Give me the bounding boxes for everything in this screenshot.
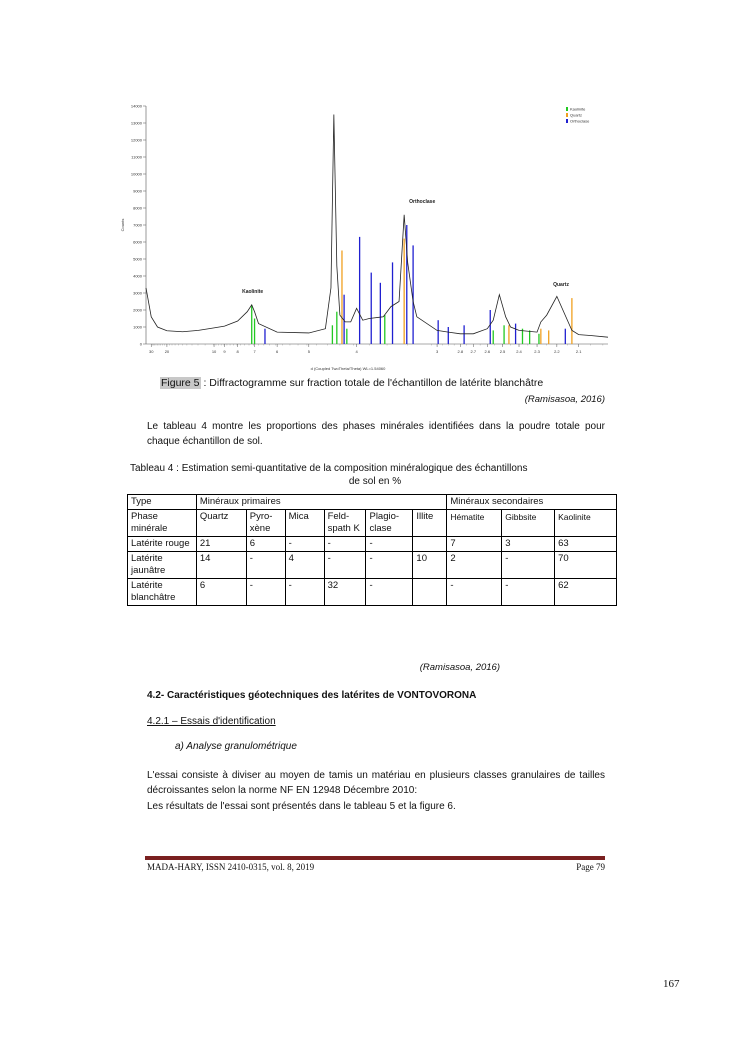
cell: -: [285, 537, 324, 552]
x-tick-label: 6: [276, 349, 279, 354]
cell: 2: [447, 552, 502, 579]
cell: -: [366, 552, 413, 579]
cell: 70: [555, 552, 617, 579]
cell: -: [447, 579, 502, 606]
item-heading: a) Analyse granulométrique: [175, 741, 297, 752]
section-heading: 4.2- Caractéristiques géotechniques des latérites de VONTOVORONA: [147, 690, 477, 701]
x-tick-label: 30: [149, 349, 154, 354]
footer-rule: [145, 856, 605, 860]
cell: 6: [196, 579, 246, 606]
row-name: Latérite jaunâtre: [128, 552, 197, 579]
y-tick-label: 5000: [133, 256, 142, 262]
footer-journal: MADA-HARY, ISSN 2410-0315, vol. 8, 2019: [147, 862, 315, 872]
y-tick-label: 7000: [133, 222, 142, 228]
cell: -: [324, 552, 366, 579]
x-tick-label: 7: [253, 349, 256, 354]
table-row: [128, 537, 617, 552]
cell: 63: [555, 537, 617, 552]
chart-legend: [566, 107, 590, 124]
paragraph-method: L'essai consiste à diviser au moyen de tamis un matériau en plusieurs classes granulaires de tailles décroissantes selon la norme NF EN 12948 Décembre 2010:: [147, 770, 605, 796]
peak-annotation: Kaolinite: [242, 289, 264, 295]
cell: -: [246, 552, 285, 579]
y-tick-label: 0: [139, 341, 142, 347]
cell: -: [502, 579, 555, 606]
footer-page: Page 79: [576, 862, 605, 872]
x-tick-label: 3: [435, 349, 439, 354]
col-header: Kaolinite: [555, 510, 617, 537]
x-tick-label: 8: [236, 349, 239, 354]
y-tick-label: 12000: [130, 137, 142, 143]
chart-pattern: [146, 112, 608, 338]
y-tick-label: 1000: [133, 324, 142, 330]
y-axis-label: Counts: [120, 218, 125, 232]
cell: 62: [555, 579, 617, 606]
primary-header: Minéraux primaires: [196, 495, 446, 510]
cell: 6: [246, 537, 285, 552]
phase-header: Phase minérale: [128, 510, 197, 537]
x-axis-label: d (Coupled TwoTheta/Theta) WL=1.54060: [310, 366, 386, 371]
cell: -: [502, 552, 555, 579]
figure-label: Figure 5: [161, 377, 200, 389]
cell: -: [366, 579, 413, 606]
x-tick-label: 2.5: [499, 349, 506, 354]
x-tick-label: 2.2: [554, 349, 560, 354]
cell: [413, 579, 447, 606]
col-header: Illite: [413, 510, 447, 537]
cell: 7: [447, 537, 502, 552]
col-header: Plagio-clase: [366, 510, 413, 537]
x-tick-label: 2.8: [457, 349, 464, 354]
x-tick-label: 4: [355, 349, 358, 354]
legend-swatch: [566, 119, 568, 123]
table-header-row: [128, 495, 617, 510]
x-tick-label: 10: [211, 349, 217, 354]
x-tick-label: 2.4: [516, 349, 522, 354]
paragraph-results: Les résultats de l'essai sont présentés dans le tableau 5 et la figure 6.: [147, 801, 456, 812]
row-name: Latérite rouge: [128, 537, 197, 552]
y-tick-label: 10000: [130, 171, 142, 177]
table-caption: [130, 462, 620, 488]
xrd-diffractogram: [118, 98, 618, 376]
col-header: Hématite: [447, 510, 502, 537]
cell: -: [285, 579, 324, 606]
x-tick-label: 9: [223, 349, 226, 354]
y-tick-label: 6000: [133, 239, 142, 245]
chart-phase-sticks: [252, 225, 572, 344]
cell: -: [366, 537, 413, 552]
col-header: Feld-spath K: [324, 510, 366, 537]
cell: 10: [413, 552, 447, 579]
legend-swatch: [566, 107, 568, 111]
col-header: Mica: [285, 510, 324, 537]
x-tick-label: 2.1: [575, 349, 582, 354]
x-tick-label: 2.3: [534, 349, 540, 354]
cell: 21: [196, 537, 246, 552]
col-header: Quartz: [196, 510, 246, 537]
chart-axes: [143, 106, 608, 347]
y-tick-label: 3000: [133, 290, 142, 296]
table-credit: (Ramisasoa, 2016): [419, 662, 500, 673]
legend-label: Orthoclase: [570, 118, 590, 124]
figure-caption-text: : Diffractogramme sur fraction totale de l'échantillon de latérite blanchâtre: [200, 377, 544, 389]
cell: 32: [324, 579, 366, 606]
x-tick-label: 2.6: [484, 349, 491, 354]
x-tick-label: 5: [307, 349, 310, 354]
legend-label: Quartz: [570, 112, 583, 118]
type-header: Type: [128, 495, 197, 510]
y-tick-label: 8000: [133, 205, 142, 211]
peak-annotation: Orthoclase: [409, 198, 436, 205]
cell: 3: [502, 537, 555, 552]
figure-credit: (Ramisasoa, 2016): [524, 394, 605, 405]
secondary-header: Minéraux secondaires: [447, 495, 617, 510]
table-row: [128, 579, 617, 606]
y-tick-label: 13000: [130, 120, 142, 126]
y-tick-label: 11000: [131, 154, 142, 160]
subsection-heading: 4.2.1 – Essais d'identification: [147, 716, 276, 727]
cell: [413, 537, 447, 552]
page-number: 167: [663, 978, 680, 990]
legend-label: Kaolinite: [570, 106, 586, 112]
row-name: Latérite blanchâtre: [128, 579, 197, 606]
y-tick-label: 9000: [133, 188, 142, 194]
pattern-line: [146, 112, 608, 338]
y-tick-label: 14000: [130, 103, 142, 109]
table-row: [128, 552, 617, 579]
table-caption-line2: de sol en %: [348, 476, 402, 487]
table-caption-line1: Tableau 4 : Estimation semi-quantitative de la composition minéralogique des échantillons: [130, 463, 528, 474]
cell: -: [324, 537, 366, 552]
cell: -: [246, 579, 285, 606]
figure-caption: [160, 377, 620, 389]
y-tick-label: 4000: [133, 273, 142, 279]
x-tick-label: 2.7: [470, 349, 477, 354]
mineral-table: [127, 494, 617, 606]
table-columns-row: [128, 510, 617, 537]
cell: 4: [285, 552, 324, 579]
col-header: Pyro-xène: [246, 510, 285, 537]
x-tick-label: 20: [164, 349, 170, 354]
legend-swatch: [566, 113, 568, 117]
paragraph-intro: Le tableau 4 montre les proportions des phases minérales identifiées dans la poudre totale pour chaque échantillon de sol.: [147, 421, 605, 447]
y-tick-label: 2000: [133, 307, 142, 313]
col-header: Gibbsite: [502, 510, 555, 537]
cell: 14: [196, 552, 246, 579]
peak-annotation: Quartz: [553, 282, 569, 289]
